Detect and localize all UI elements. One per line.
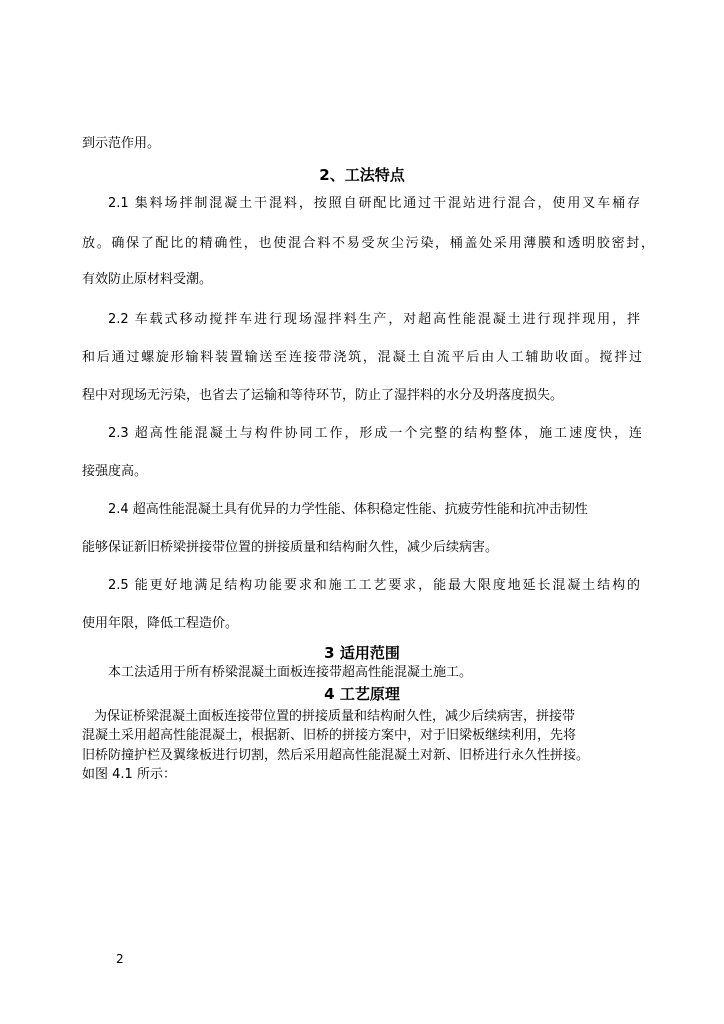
text-line: 到示范作用。 bbox=[82, 136, 161, 151]
text-line: 2.5 能更好地满足结构功能要求和施工工艺要求，能最大限度地延长混凝土结构的 bbox=[108, 578, 640, 593]
text-line: 2.4 超高性能混凝土具有优异的力学性能、体积稳定性能、抗疲劳性能和抗冲击韧性 bbox=[108, 502, 588, 517]
text-line: 本工法适用于所有桥梁混凝土面板连接带超高性能混凝土施工。 bbox=[108, 665, 473, 680]
text-line: 程中对现场无污染，也省去了运输和等待环节，防止了湿拌料的水分及坍落度损失。 bbox=[82, 388, 564, 403]
text-line: 2.1 集料场拌制混凝土干混料，按照自研配比通过干混站进行混合，使用叉车桶存 bbox=[108, 196, 640, 211]
text-line: 使用年限，降低工程造价。 bbox=[82, 616, 239, 631]
text-line: 接强度高。 bbox=[82, 464, 148, 479]
text-line: 能够保证新旧桥梁拼接带位置的拼接质量和结构耐久性，减少后续病害。 bbox=[82, 540, 499, 555]
text-line: 放。确保了配比的精确性，也使混合料不易受灰尘污染，桶盖处采用薄膜和透明胶密封， bbox=[82, 236, 654, 251]
section-heading-4: 4 工艺原理 bbox=[324, 685, 400, 703]
text-line: 如图 4.1 所示： bbox=[82, 767, 176, 782]
text-line: 有效防止原材料受潮。 bbox=[82, 272, 213, 287]
page-number: 2 bbox=[116, 952, 124, 966]
text-line: 为保证桥梁混凝土面板连接带位置的拼接质量和结构耐久性，减少后续病害，拼接带 bbox=[94, 709, 576, 724]
section-heading-3: 3 适用范围 bbox=[324, 644, 400, 662]
text-line: 混凝土采用超高性能混凝土，根据新、旧桥的拼接方案中，对于旧梁板继续利用，先将 bbox=[82, 728, 577, 743]
text-line: 2.3 超高性能混凝土与构件协同工作，形成一个完整的结构整体，施工速度快，连 bbox=[108, 426, 642, 441]
text-line: 旧桥防撞护栏及翼缘板进行切割，然后采用超高性能混凝土对新、旧桥进行永久性拼接。 bbox=[82, 748, 590, 763]
text-line: 2.2 车载式移动搅拌车进行现场湿拌料生产，对超高性能混凝土进行现拌现用，拌 bbox=[108, 312, 640, 327]
text-line: 和后通过螺旋形输料装置输送至连接带浇筑，混凝土自流平后由人工辅助收面。搅拌过 bbox=[82, 350, 642, 365]
section-heading-2: 2、工法特点 bbox=[319, 166, 405, 184]
